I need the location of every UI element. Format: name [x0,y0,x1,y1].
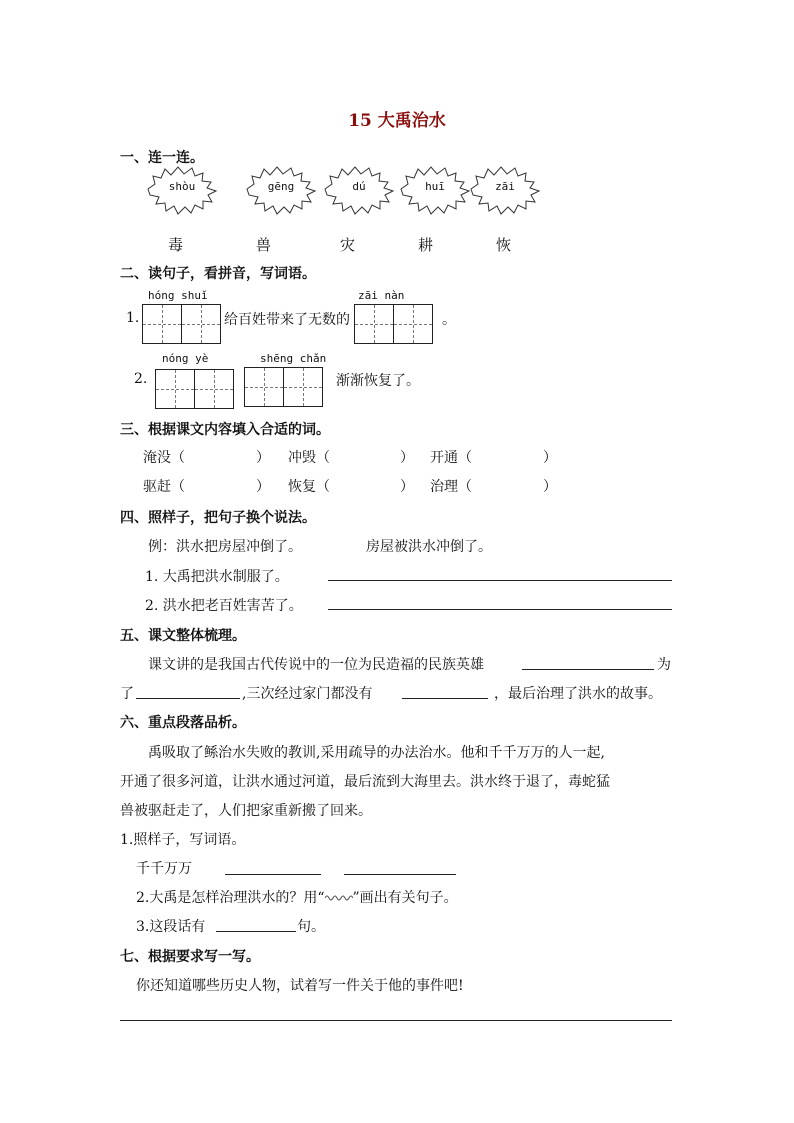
leaf-card [468,165,542,215]
section-3-heading: 三、根据课文内容填入合适的词。 [120,422,330,438]
match-character: 耕 [418,236,434,254]
fill-word-label: 治理（ [430,479,472,495]
example-sentence: 房屋被洪水冲倒了。 [366,539,492,555]
leaf-card [145,165,219,215]
rewrite-question: 1. 大禹把洪水制服了。 [145,569,289,585]
fill-bracket-close: ） [543,479,557,495]
page-title: 15 大禹治水 [348,111,446,131]
section-1-heading: 一、连一连。 [120,150,204,166]
example-word: 千千万万 [136,861,192,877]
question-text: 句。 [297,919,325,935]
section-6-heading: 六、重点段落品析。 [120,715,246,731]
question-number: 2. [134,371,148,387]
answer-line[interactable] [328,580,672,581]
leaf-pinyin: gēng [267,180,295,193]
leaf-card [398,165,472,215]
section-2-heading: 二、读句子，看拼音，写词语。 [120,266,316,282]
leaf-card [244,165,318,215]
leaf-pinyin: shòu [168,180,196,193]
leaf-card [322,165,396,215]
fill-word-label: 冲毁（ [288,450,330,466]
question-text-part: ”画出有关句子。 [352,890,458,906]
sentence-text: 给百姓带来了无数的 [224,312,350,328]
summary-text: 课文讲的是我国古代传说中的一位为民造福的民族英雄 [148,657,484,673]
answer-line[interactable] [402,698,488,699]
fill-bracket-close: ） [400,450,414,466]
fill-bracket-close: ） [256,479,270,495]
fill-word-label: 开通（ [430,450,472,466]
writing-grid[interactable] [142,304,221,344]
question-text-part: 2.大禹是怎样治理洪水的？用“ [136,890,325,906]
section-5-heading: 五、课文整体梳理。 [120,628,246,644]
section-7-heading: 七、根据要求写一写。 [120,949,260,965]
passage-line: 兽被驱赶走了，人们把家重新搬了回来。 [120,803,372,819]
summary-text: ，最后治理了洪水的故事。 [494,686,662,702]
leaf-pinyin: huī [425,180,445,193]
passage-line: 禹吸取了鲧治水失败的教训,采用疏导的办法治水。他和千千万万的人一起, [148,745,605,761]
summary-text: ,三次经过家门都没有 [242,686,373,702]
writing-grid[interactable] [354,304,433,344]
match-character: 毒 [168,236,184,254]
section-4-heading: 四、照样子，把句子换个说法。 [120,510,316,526]
match-character: 兽 [256,236,272,254]
leaf-pinyin: dú [352,180,366,193]
pinyin-hint: nóng yè [162,352,209,365]
answer-line[interactable] [120,1020,672,1021]
match-character: 灾 [340,236,356,254]
summary-text: 为 [657,657,671,673]
pinyin-hint: hóng shuǐ [148,289,208,302]
answer-line[interactable] [136,698,240,699]
match-character: 恢 [496,236,512,254]
writing-prompt: 你还知道哪些历史人物，试着写一件关于他的事件吧! [136,978,464,994]
fill-word-label: 驱赶（ [143,479,185,495]
answer-line[interactable] [216,931,296,932]
answer-line[interactable] [225,874,321,875]
leaf-pinyin: zāi [495,180,515,193]
rewrite-question: 2. 洪水把老百姓害苦了。 [145,598,303,614]
question-text: 3.这段话有 [136,919,206,935]
fill-word-label: 淹没（ [143,450,185,466]
fill-bracket-close: ） [543,450,557,466]
fill-word-label: 恢复（ [288,479,330,495]
writing-grid[interactable] [155,369,234,409]
sentence-text: 渐渐恢复了。 [336,373,420,389]
pinyin-hint: shēng chǎn [260,352,327,365]
question-number: 1. [126,310,140,326]
question-text: 1.照样子，写词语。 [120,832,246,848]
writing-grid[interactable] [244,367,323,407]
sentence-text: 。 [442,312,456,328]
fill-bracket-close: ） [400,479,414,495]
example-sentence: 例：洪水把房屋冲倒了。 [148,539,302,555]
answer-line[interactable] [522,669,654,670]
summary-text: 了 [120,686,134,702]
wavy-underline-icon [325,894,353,902]
answer-line[interactable] [344,874,456,875]
pinyin-hint: zāi nàn [358,289,405,302]
answer-line[interactable] [328,609,672,610]
question-text [136,887,458,907]
passage-line: 开通了很多河道，让洪水通过河道，最后流到大海里去。洪水终于退了，毒蛇猛 [120,774,610,790]
fill-bracket-close: ） [256,450,270,466]
